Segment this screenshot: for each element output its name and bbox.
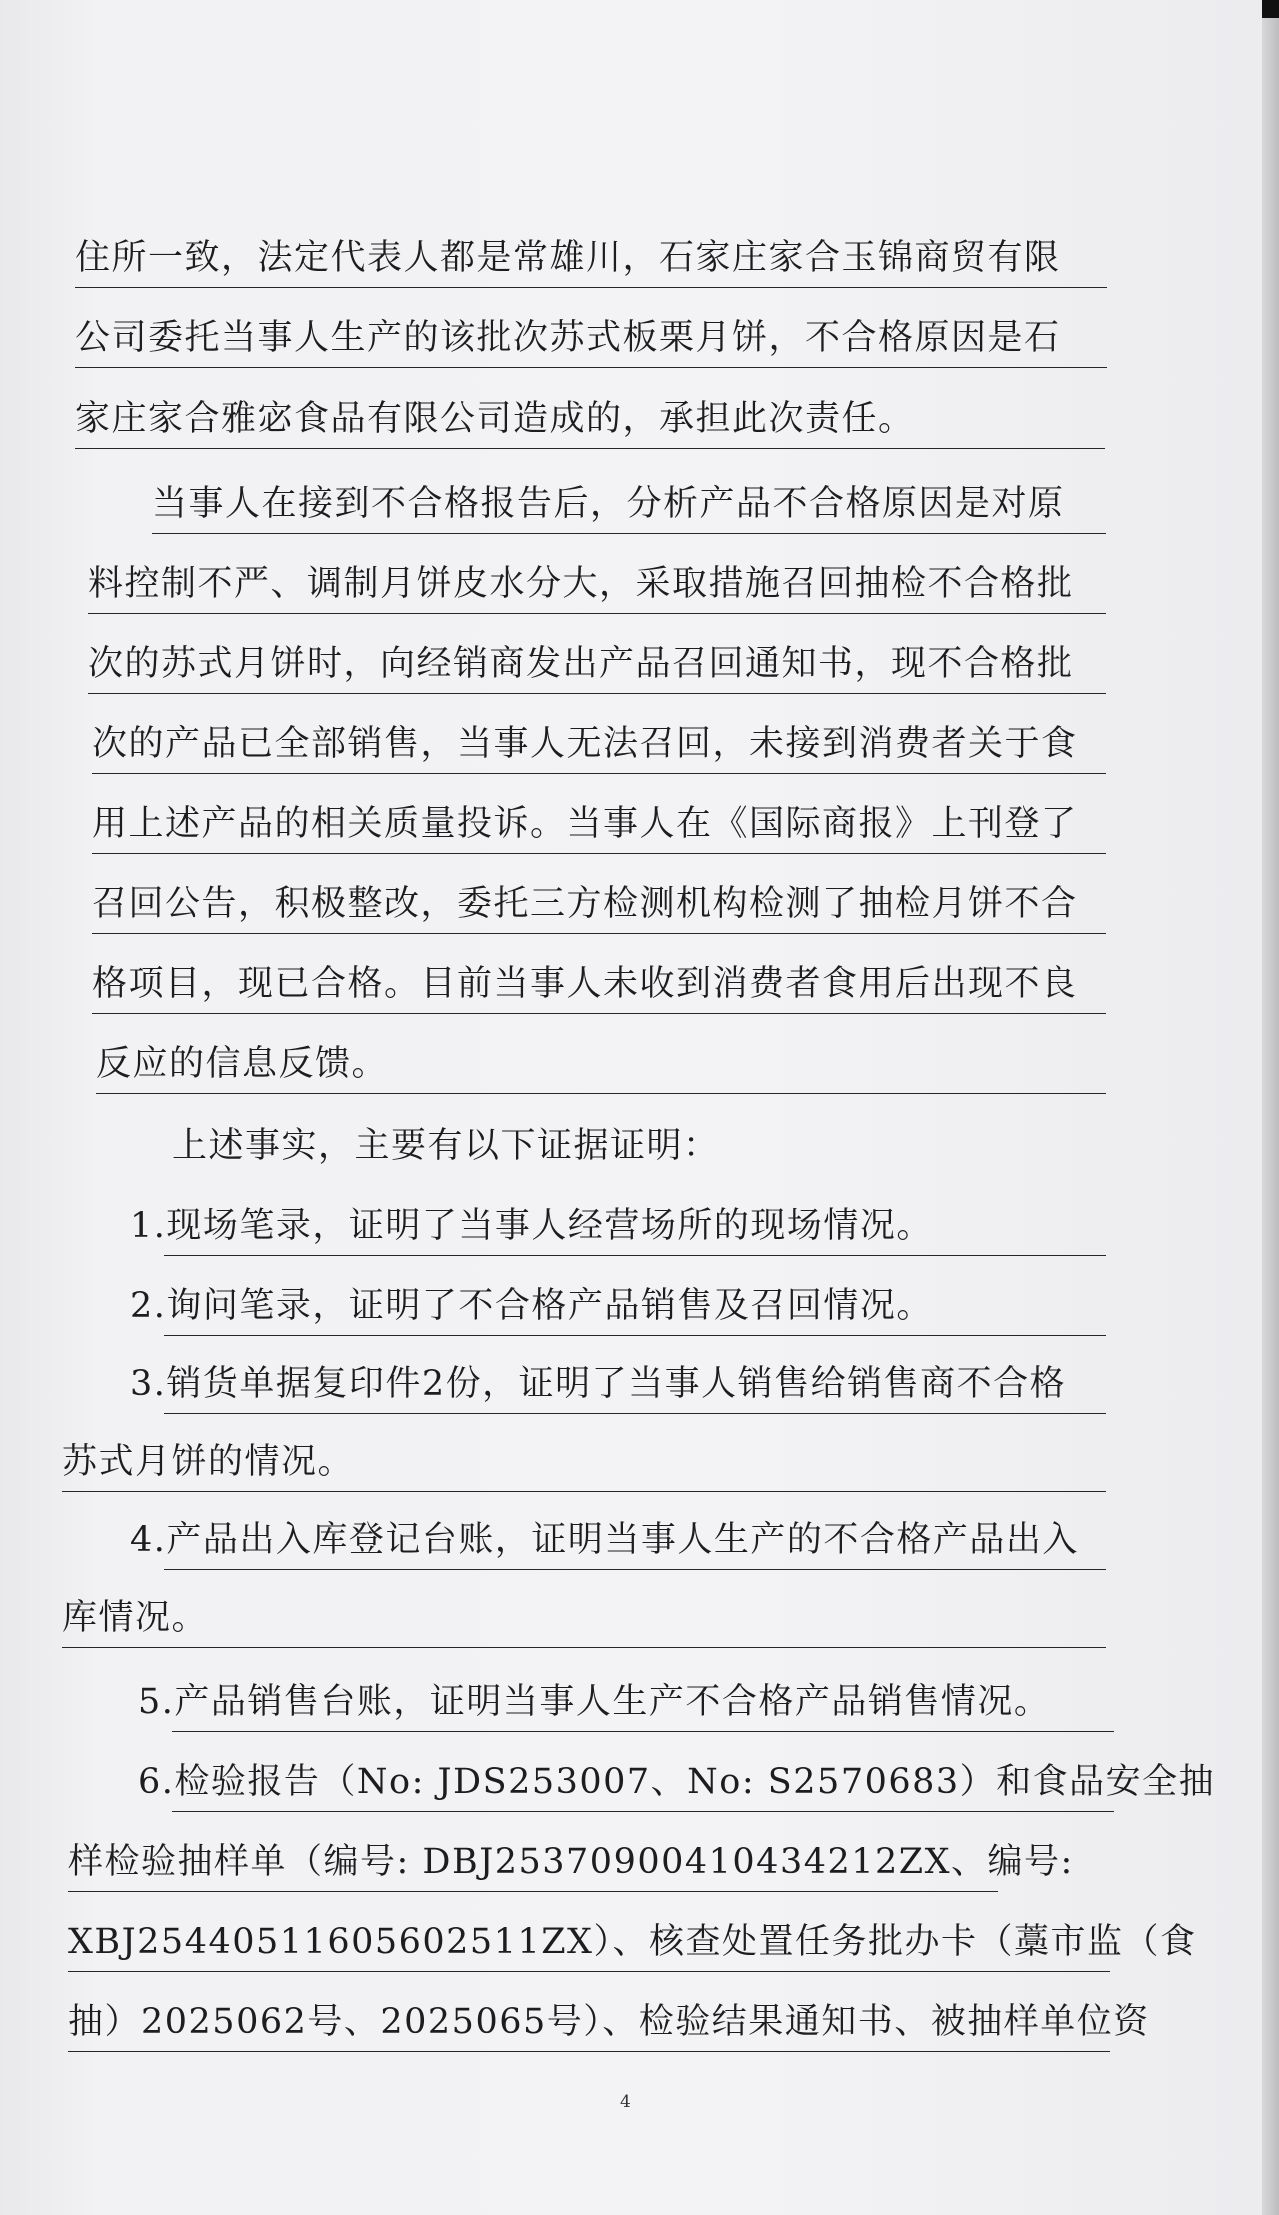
underline-2 <box>75 367 1107 368</box>
text-line-11-content: 反应的信息反馈。 <box>96 1044 389 1084</box>
underline-9 <box>92 933 1106 934</box>
underline-10 <box>92 1013 1106 1014</box>
underline-21 <box>68 1891 998 1892</box>
underline-4 <box>152 533 1106 534</box>
text-line-21-content: 样检验抽样单（编号: DBJ25370900410434212ZX、编号: <box>68 1842 1074 1882</box>
underline-20 <box>172 1811 1114 1812</box>
underline-1 <box>75 287 1107 288</box>
page-number: 4 <box>620 2092 631 2112</box>
underline-11 <box>96 1093 1106 1094</box>
underline-19 <box>172 1731 1114 1732</box>
text-line-16-content: 苏式月饼的情况。 <box>62 1442 355 1482</box>
text-line-12-content: 上述事实，主要有以下证据证明： <box>172 1126 720 1166</box>
text-line-2-content: 公司委托当事人生产的该批次苏式板栗月饼，不合格原因是石 <box>75 318 1061 358</box>
underline-18 <box>62 1647 1106 1648</box>
underline-14 <box>164 1335 1106 1336</box>
text-line-18-content: 库情况。 <box>62 1598 209 1638</box>
underline-13 <box>164 1255 1106 1256</box>
text-line-19-content: 5.产品销售台账，证明当事人生产不合格产品销售情况。 <box>138 1682 1051 1722</box>
text-line-13-content: 1.现场笔录，证明了当事人经营场所的现场情况。 <box>130 1206 933 1246</box>
text-line-7-content: 次的产品已全部销售，当事人无法召回，未接到消费者关于食 <box>92 724 1078 764</box>
underline-8 <box>92 853 1106 854</box>
text-line-6-content: 次的苏式月饼时，向经销商发出产品召回通知书，现不合格批 <box>88 644 1074 684</box>
underline-7 <box>92 773 1106 774</box>
text-line-8-content: 用上述产品的相关质量投诉。当事人在《国际商报》上刊登了 <box>92 804 1078 844</box>
text-line-20-content: 6.检验报告（No: JDS253007、No: S2570683）和食品安全抽 <box>138 1762 1216 1802</box>
text-line-3-content: 家庄家合雅宓食品有限公司造成的，承担此次责任。 <box>75 399 915 439</box>
text-line-5-content: 料控制不严、调制月饼皮水分大，采取措施召回抽检不合格批 <box>88 564 1074 604</box>
underline-17 <box>164 1569 1106 1570</box>
text-line-22-content: XBJ25440511605602511ZX）、核查处置任务批办卡（藁市监（食 <box>68 1922 1197 1962</box>
text-line-23-content: 抽）2025062号、2025065号）、检验结果通知书、被抽样单位资 <box>68 2002 1150 2042</box>
text-line-9-content: 召回公告，积极整改，委托三方检测机构检测了抽检月饼不合 <box>92 884 1078 924</box>
underline-16 <box>62 1491 1106 1492</box>
text-line-15-content: 3.销货单据复印件2份，证明了当事人销售给销售商不合格 <box>130 1364 1067 1404</box>
text-line-4-content: 当事人在接到不合格报告后，分析产品不合格原因是对原 <box>152 484 1065 524</box>
underline-23 <box>68 2051 1110 2052</box>
text-line-1-content: 住所一致，法定代表人都是常雄川，石家庄家合玉锦商贸有限 <box>75 238 1061 278</box>
underline-5 <box>88 613 1106 614</box>
underline-6 <box>88 693 1106 694</box>
underline-3 <box>75 448 1105 449</box>
page-edge <box>1262 0 1279 2215</box>
text-line-10-content: 格项目，现已合格。目前当事人未收到消费者食用后出现不良 <box>92 964 1078 1004</box>
text-line-17-content: 4.产品出入库登记台账，证明当事人生产的不合格产品出入 <box>130 1520 1079 1560</box>
underline-22 <box>68 1971 1110 1972</box>
underline-15 <box>164 1413 1106 1414</box>
text-line-14-content: 2.询问笔录，证明了不合格产品销售及召回情况。 <box>130 1286 933 1326</box>
page-corner-shadow <box>1262 0 1279 18</box>
